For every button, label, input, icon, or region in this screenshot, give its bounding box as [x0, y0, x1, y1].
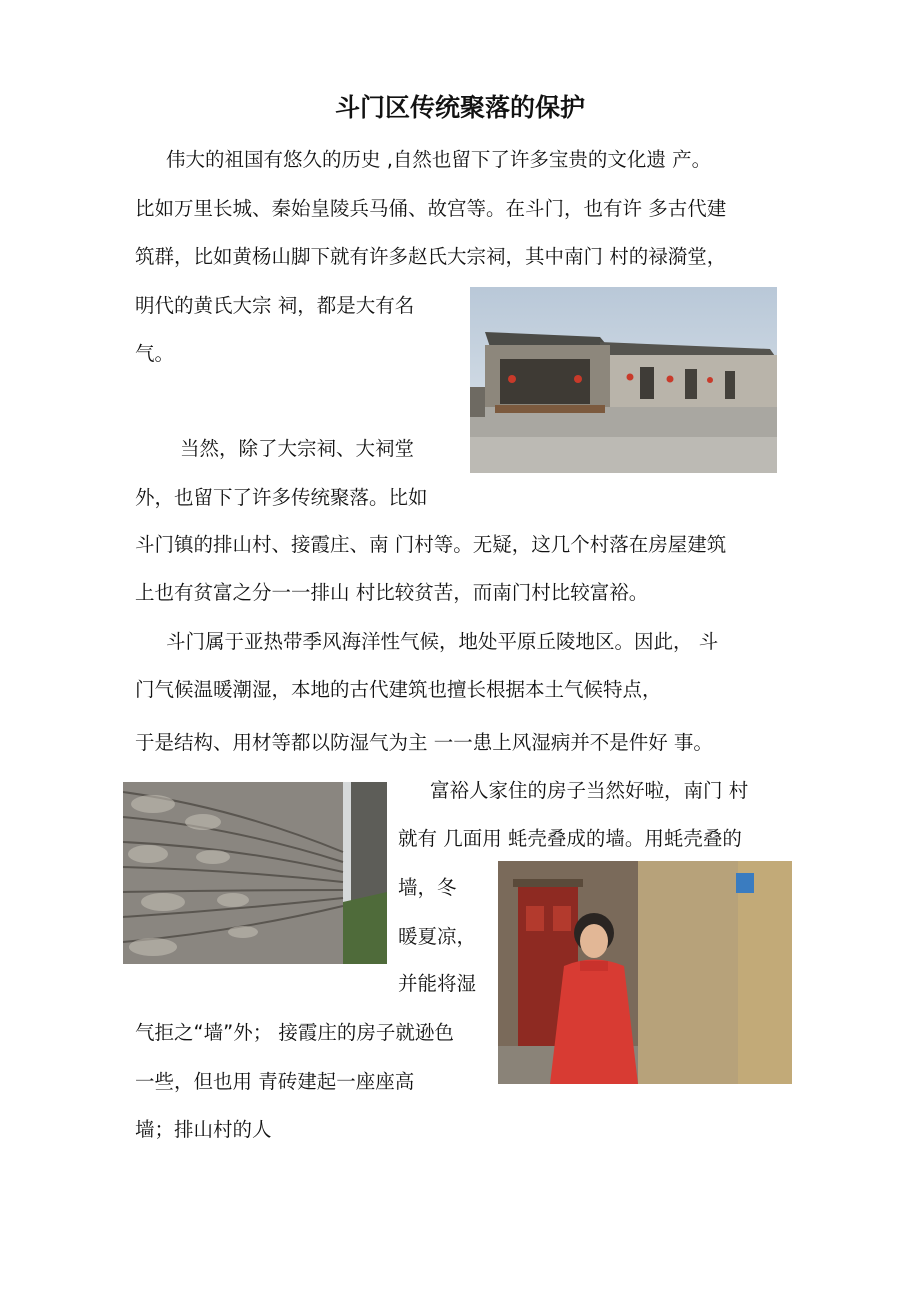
woman-in-doorway-photo [498, 861, 792, 1084]
paragraph-line: 气。 [135, 342, 175, 365]
paragraph-line: 门气候温暖潮湿，本地的古代建筑也擅长根据本土气候特点， [135, 678, 662, 701]
paragraph-line: 气拒之“墙”外； 接霞庄的房子就逊色 [135, 1021, 454, 1044]
paragraph-line: 于是结构、用材等都以防湿气为主 一一患上风湿病并不是件好 事。 [135, 731, 713, 754]
paragraph-line: 一些，但也用 青砖建起一座座高 [135, 1070, 415, 1093]
paragraph-line: 暖夏凉， [398, 925, 477, 948]
paragraph-line: 斗门属于亚热带季风海洋性气候，地处平原丘陵地区。因此， 斗 [166, 630, 719, 653]
paragraph-line: 筑群，比如黄杨山脚下就有许多赵氏大宗祠，其中南门 村的禄漪堂， [135, 245, 727, 268]
page-title: 斗门区传统聚落的保护 [334, 93, 585, 122]
paragraph-line: 就有 几面用 蚝壳叠成的墙。用蚝壳叠的 [398, 827, 742, 850]
paragraph-line: 上也有贫富之分一一排山 村比较贫苦，而南门村比较富裕。 [135, 581, 649, 604]
paragraph-line: 墙，冬 [398, 876, 457, 899]
paragraph-line: 并能将湿 [398, 972, 477, 995]
paragraph-line: 墙；排山村的人 [135, 1118, 272, 1141]
paragraph-line: 富裕人家住的房子当然好啦，南门 村 [430, 779, 749, 802]
paragraph-line: 伟大的祖国有悠久的历史 ,自然也留下了许多宝贵的文化遗 产。 [166, 148, 712, 171]
oyster-shell-wall-photo [123, 782, 387, 964]
ancestral-hall-photo [470, 287, 777, 473]
paragraph-line: 外，也留下了许多传统聚落。比如 [135, 486, 428, 509]
paragraph-line: 斗门镇的排山村、接霞庄、南 门村等。无疑，这几个村落在房屋建筑 [135, 533, 727, 556]
paragraph-line: 比如万里长城、秦始皇陵兵马俑、故宫等。在斗门，也有许 多古代建 [135, 197, 727, 220]
paragraph-line: 明代的黄氏大宗 祠，都是大有名 [135, 294, 415, 317]
paragraph-line: 当然，除了大宗祠、大祠堂 [180, 437, 415, 460]
